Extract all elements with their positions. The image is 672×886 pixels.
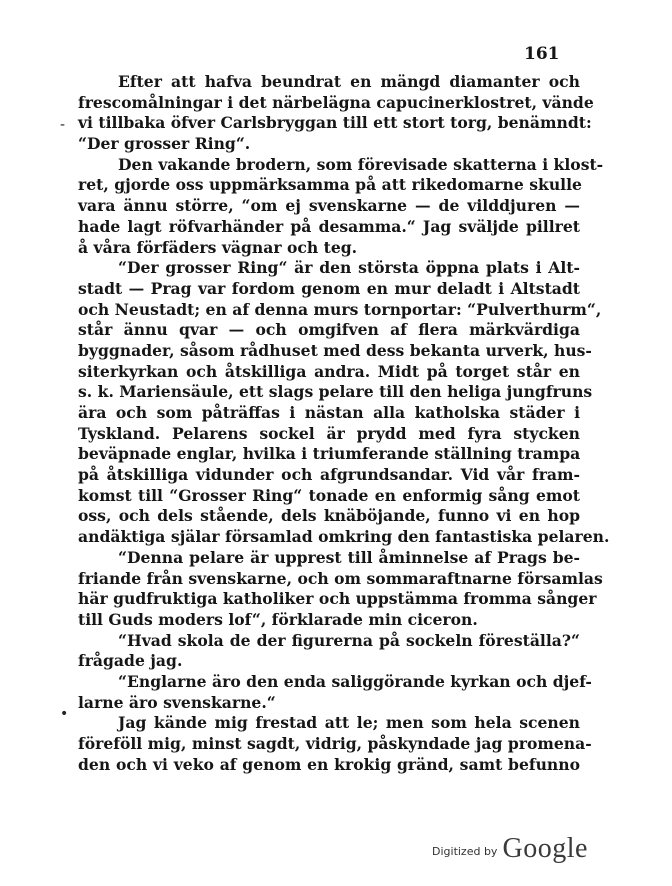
text-line: föreföll mig, minst sagdt, vidrig, påskyndade jag promena- [78, 734, 592, 753]
text-line: här gudfruktiga katholiker och uppstämma fromma sånger [78, 589, 597, 609]
text-line: “Der grosser Ring“ är den största öppna plats i Alt- [118, 258, 580, 278]
body-text [78, 72, 610, 775]
text-line: frågade jag. [78, 651, 183, 671]
text-line: vara ännu större, “om ej svenskarne — de vilddjuren — [78, 196, 580, 216]
text-line: på åtskilliga vidunder och afgrundsandar. Vid vår fram- [78, 465, 580, 485]
text-line: Efter att hafva beundrat en mängd diamanter och [118, 72, 580, 91]
digitized-by-google-watermark [432, 833, 588, 865]
text-line: “Hvad skola de der figurerna på sockeln föreställa?“ [118, 630, 580, 650]
text-line: Tyskland. Pelarens sockel är prydd med fyra stycken [78, 423, 580, 443]
text-line: “Der grosser Ring“. [78, 134, 251, 154]
text-line: komst till “Grosser Ring“ tonade en enformig sång emot [78, 485, 580, 505]
text-line: ret, gjorde oss uppmärksamma på att rikedomarne skulle [78, 175, 582, 195]
page-number: 161 [524, 44, 560, 64]
text-line: Jag kände mig frestad att le; men som hela scenen [118, 713, 580, 733]
margin-dot: • [60, 706, 69, 722]
text-line: “Denna pelare är upprest till åminnelse af Prags be- [118, 547, 580, 567]
text-line: står ännu qvar — och omgifven af flera märkvärdiga [78, 320, 580, 340]
text-line: stadt — Prag var fordom genom en mur deladt i Altstadt [78, 278, 580, 298]
text-line: larne äro svenskarne.“ [78, 692, 276, 712]
text-line: siterkyrkan och åtskilliga andra. Midt på torget står en [78, 361, 580, 381]
text-line: den och vi veko af genom en krokig gränd, samt befunno [78, 754, 580, 774]
text-line: oss, och dels stående, dels knäböjande, funno vi en hop [78, 506, 580, 526]
text-line: till Guds moders lof“, förklarade min ciceron. [78, 609, 478, 629]
text-line: beväpnade englar, hvilka i triumferande ställning trampa [78, 444, 581, 464]
margin-dash: - [60, 117, 66, 133]
text-line: byggnader, såsom rådhuset med dess bekanta urverk, hus- [78, 340, 592, 360]
text-line: andäktiga själar församlad omkring den fantastiska pelaren. [78, 527, 610, 547]
text-line: “Englarne äro den enda saliggörande kyrkan och djef- [118, 671, 592, 691]
digitized-by-label: Digitized by [432, 845, 498, 858]
text-line: frescomålningar i det närbelägna capucinerklostret, vände [78, 92, 594, 112]
google-logo: Google [502, 833, 588, 864]
text-line: hade lagt röfvarhänder på desamma.“ Jag sväljde pillret [78, 216, 580, 236]
text-line: vi tillbaka öfver Carlsbryggan till ett stort torg, benämndt: [78, 113, 592, 133]
text-line: ära och som påträffas i nästan alla katholska städer i [78, 403, 580, 422]
text-line: Den vakande brodern, som förevisade skatterna i klost- [118, 154, 604, 174]
text-line: och Neustadt; en af denna murs tornportar: “Pulverthurm“, [78, 299, 602, 319]
text-line: å våra förfäders vägnar och teg. [78, 237, 358, 257]
text-line: s. k. Mariensäule, ett slags pelare till den heliga jungfruns [78, 382, 593, 402]
text-line: friande från svenskarne, och om sommaraftnarne församlas [78, 568, 603, 588]
